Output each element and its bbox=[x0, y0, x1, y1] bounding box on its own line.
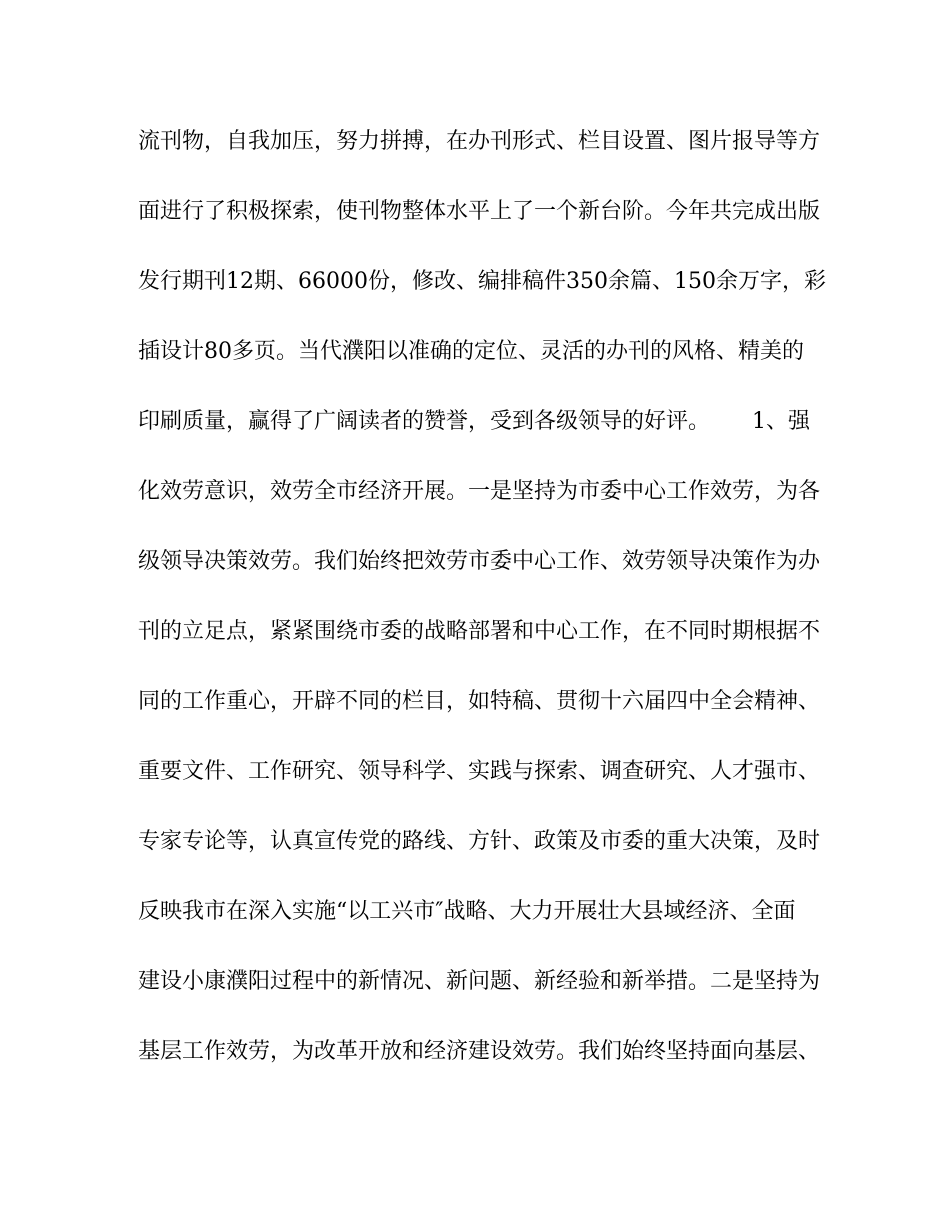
text-line-12: 反映我市在深入实施“以工兴市″战略、大力开展壮大县域经济、全面 bbox=[138, 899, 796, 924]
text-line-8: 刊的立足点，紧紧围绕市委的战略部署和中心工作，在不同时期根据不 bbox=[138, 619, 821, 644]
text-line-10: 重要文件、工作研究、领导科学、实践与探索、调查研究、人才强市、 bbox=[138, 759, 821, 784]
text-line-4: 插设计80多页。当代濮阳以准确的定位、灵活的办刊的风格、精美的 bbox=[138, 339, 804, 364]
text-line-2: 面进行了积极探索，使刊物整体水平上了一个新台阶。今年共完成出版 bbox=[138, 199, 821, 224]
text-line-14: 基层工作效劳，为改革开放和经济建设效劳。我们始终坚持面向基层、 bbox=[138, 1039, 821, 1064]
text-line-5: 印刷质量，赢得了广阔读者的赞誉，受到各级领导的好评。 1、强 bbox=[138, 409, 810, 434]
text-line-9: 同的工作重心，开辟不同的栏目，如特稿、贯彻十六届四中全会精神、 bbox=[138, 689, 821, 714]
text-line-1: 流刊物，自我加压，努力拼搏，在办刊形式、栏目设置、图片报导等方 bbox=[138, 129, 821, 154]
text-line-11: 专家专论等，认真宣传党的路线、方针、政策及市委的重大决策，及时 bbox=[138, 829, 821, 854]
text-line-7: 级领导决策效劳。我们始终把效劳市委中心工作、效劳领导决策作为办 bbox=[138, 549, 821, 574]
text-line-3: 发行期刊12期、66000份，修改、编排稿件350余篇、150余万字，彩 bbox=[138, 269, 826, 294]
text-line-6: 化效劳意识，效劳全市经济开展。一是坚持为市委中心工作效劳，为各 bbox=[138, 479, 821, 504]
text-line-13: 建设小康濮阳过程中的新情况、新问题、新经验和新举措。二是坚持为 bbox=[138, 969, 821, 994]
